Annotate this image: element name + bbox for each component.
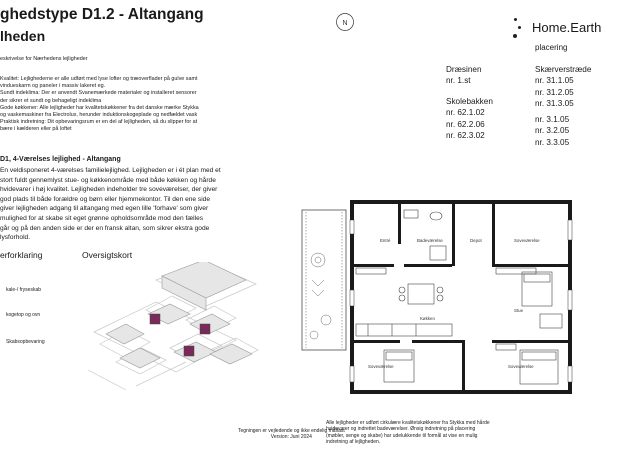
street-number: nr. 3.3.05	[535, 137, 570, 147]
north-arrow-icon	[335, 12, 355, 32]
paragraph-line: giver lejligheden adgang til altangang med egen lille 'forhave' som giver	[0, 205, 209, 213]
paragraph-line: god plads til både forældre og børn eller hjemmekontor. Til den ene side	[0, 195, 211, 203]
page-title: ghedstype D1.2 - Altangang	[0, 6, 204, 23]
paragraph-line: mulighed for at skabe sit eget grønne opholdsområde mod den fælles	[0, 214, 204, 222]
dining-table	[399, 284, 443, 304]
bullet-line: og vaskemaskiner fra Electrolux, herunder induktionskogeplade og nedfældet vask	[0, 112, 198, 119]
description-bullets	[0, 76, 199, 134]
legend-title: erforklaring	[0, 250, 43, 260]
bullet-line: Sundt indeklima: Der er anvendt Svanemærkede materialer og installeret sensorer	[0, 90, 197, 97]
paragraph-line: går og på den anden side er der en fransk altan, som sikrer ekstra gode	[0, 224, 210, 232]
compass-label: N	[342, 20, 348, 27]
overview-map	[86, 262, 262, 392]
highlight-marker	[200, 324, 210, 334]
floor-plan	[296, 190, 586, 412]
bullet-line: der sikrer et sundt og behageligt indeklima	[0, 97, 102, 104]
kitchen-counter	[356, 324, 452, 336]
bullet-line: Kvalitet: Lejlighederne er alle udført med lyse lofter og træoverflader på gulve samt	[0, 76, 198, 82]
paragraph-line: En veldisponeret 4-værelses familielejlighed. Lejligheden er i ét plan med et	[0, 167, 221, 174]
brand-placering: placering	[535, 43, 568, 52]
legend-item-fridge: kale-/ fryseskab	[6, 287, 42, 293]
overview-title: Oversigtskort	[82, 250, 133, 260]
plant-icon	[310, 253, 331, 339]
footer-note-left: Tegningen er vejledende og ikke endelig målfast Version: Juni 2024	[238, 428, 345, 441]
room-label-sov2: Soveværelse	[368, 364, 394, 369]
wardrobe-icon	[356, 268, 536, 350]
street-number: nr. 62.1.02	[446, 108, 485, 118]
paragraph-line: stort fuldt gennemlyst stue- og køkkenområde med både køkken og hårde	[0, 176, 216, 184]
description-intro: eskrivelse for Nærhedens lejligheder	[0, 56, 88, 62]
address-group-additional	[535, 114, 569, 148]
highlight-marker	[184, 346, 194, 356]
section-title: D1, 4-Værelses lejlighed - Altangang	[0, 156, 121, 163]
brand-name: Home.Earth	[532, 20, 602, 35]
street-number: nr. 62.3.02	[446, 131, 485, 141]
bullet-line: Praktisk indretning: Dit opbevaringsrum er en del af lejligheden, så du slipper for at	[0, 119, 198, 126]
street-number: nr. 31.1.05	[535, 76, 574, 86]
sofa-icon	[540, 314, 562, 328]
street-number: nr. 3.2.05	[535, 126, 570, 136]
street-number: nr. 1.st	[446, 76, 471, 86]
description-paragraph	[0, 166, 221, 243]
street-number: nr. 62.2.06	[446, 119, 485, 129]
room-label-sov3: Soveværelse	[508, 364, 534, 369]
address-group-skaerverstraede	[535, 64, 591, 110]
street-number: nr. 31.2.05	[535, 87, 574, 97]
footer-note-right: Alle lejligheder er udført cirkulære kvalitetskøkkener fra Stykka med hårde hvidevarer og indrettet badeværelser. Ønsig indretning på placering (møbler, senge og skabe) har udelukkende til formål at vise en mulig indretning af lejligheden.	[326, 420, 490, 446]
bathroom-fixtures	[404, 210, 446, 260]
highlight-marker	[150, 314, 160, 324]
bullet-line: Gode køkkener: Alle lejligheder har kvalitetskøkkener fra det danske mærke Stykka	[0, 104, 199, 111]
bullet-line: bære i kælderen eller på loftet	[0, 126, 72, 133]
room-label-entre: Entré	[380, 238, 391, 243]
street-number: nr. 31.3.05	[535, 99, 574, 109]
legend-item-stove: kogetop og ovn	[6, 312, 41, 318]
street-number: nr. 3.1.05	[535, 115, 570, 124]
street-name: Skolebakken	[446, 97, 493, 106]
room-label-kokken: Køkken	[420, 316, 435, 321]
room-label-sov1: Soveværelse	[514, 238, 540, 243]
room-label-bad: Badeværelse	[417, 238, 443, 243]
street-name: Skærverstræde	[535, 65, 592, 74]
address-group-skolebakken	[446, 96, 493, 142]
bullet-line: vindueskarm og paneler i massiv lakeret eg.	[0, 83, 106, 90]
brand-logo-icon	[513, 18, 522, 38]
legend-item-storage: Skabsopbevaring	[6, 339, 45, 345]
address-group-draesinen	[446, 64, 482, 87]
paragraph-line: hvidevarer i høj kvalitet. Lejligheden indeholder tre soveværelser, der giver	[0, 186, 218, 194]
street-name: Dræsinen	[446, 65, 482, 74]
windows	[350, 220, 572, 382]
paragraph-line: lysforhold.	[0, 234, 31, 242]
room-label-depot: Depot	[470, 238, 482, 243]
interior-walls	[354, 204, 568, 390]
page-subtitle: lheden	[0, 28, 46, 44]
room-label-stue: Stue	[514, 308, 524, 313]
